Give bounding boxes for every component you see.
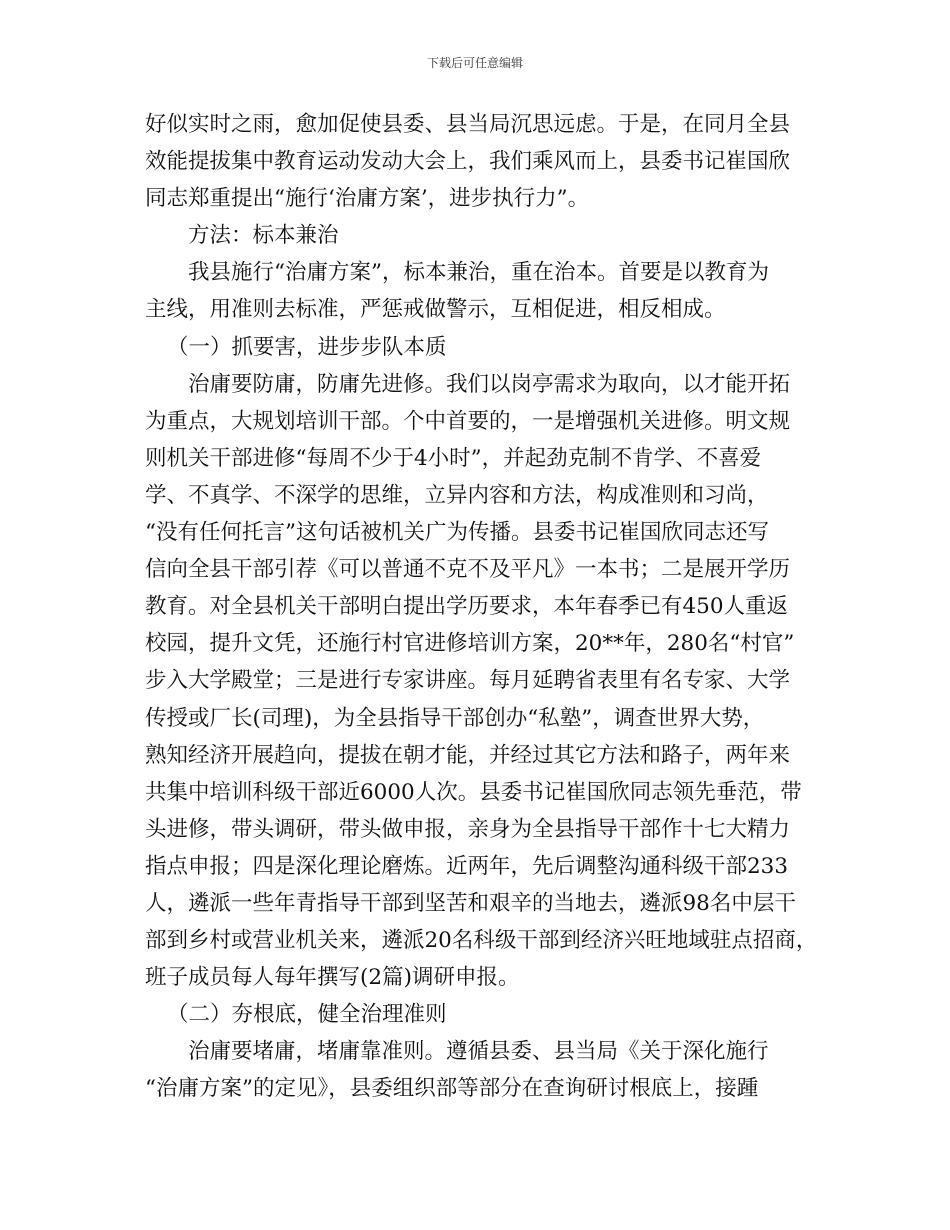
text-line: 信向全县干部引荐《可以普通不克不及平凡》一本书；二是展开学历 xyxy=(145,557,791,583)
text-line: “没有任何托言”这句话被机关广为传播。县委书记崔国欣同志还写 xyxy=(145,520,769,546)
text-line: 教育。对全县机关干部明白提出学历要求，本年春季已有450人重返 xyxy=(145,594,789,620)
text-line: 学、不真学、不深学的思维，立异内容和方法，构成准则和习尚， xyxy=(145,482,769,508)
text-line: 熟知经济开展趋向，提拔在朝才能，并经过其它方法和路子，两年来 xyxy=(145,742,791,768)
text-line: 则机关干部进修“每周不少于4小时”，并起劲克制不肯学、不喜爱 xyxy=(145,445,762,471)
text-line: 班子成员每人每年撰写(2篇)调研申报。 xyxy=(145,965,520,991)
text-line: 人，遴派一些年青指导干部到坚苦和艰辛的当地去，遴派98名中层干 xyxy=(145,890,796,916)
text-line: 头进修，带头调研，带头做申报，亲身为全县指导干部作十七大精力 xyxy=(145,816,791,842)
text-line: 好似实时之雨，愈加促使县委、县当局沉思远虑。于是，在同月全县 xyxy=(145,112,791,137)
text-line: 指点申报；四是深化理论磨炼。近两年，先后调整沟通科级干部233 xyxy=(145,853,789,879)
text-line: 共集中培训科级干部近6000人次。县委书记崔国欣同志领先垂范，带 xyxy=(145,779,802,805)
text-line: 主线，用准则去标准，严惩戒做警示，互相促进，相反相成。 xyxy=(145,297,726,323)
subsection-heading-1: （一）抓要害，进步步队本质 xyxy=(167,334,447,360)
text-line: 效能提拔集中教育运动发动大会上，我们乘风而上，县委书记崔国欣 xyxy=(145,149,791,175)
paragraph-start: 治庸要防庸，防庸先进修。我们以岗亭需求为取向，以才能开拓 xyxy=(188,371,791,397)
text-line: “治庸方案”的定见》，县委组织部等部分在查询研讨根底上，接踵 xyxy=(145,1076,759,1102)
subsection-heading-2: （二）夯根底，健全治理准则 xyxy=(167,1002,447,1028)
text-line: 部到乡村或营业机关来，遴派20名科级干部到经济兴旺地域驻点招商， xyxy=(145,928,818,954)
text-line: 传授或厂长(司理)，为全县指导干部创办“私塾”，调查世界大势， xyxy=(145,705,765,731)
text-line: 步入大学殿堂；三是进行专家讲座。每月延聘省表里有名专家、大学 xyxy=(145,668,791,694)
text-line: 同志郑重提出“施行‘治庸方案’，进步执行力”。 xyxy=(145,186,590,212)
paragraph-start: 我县施行“治庸方案”，标本兼治，重在治本。首要是以教育为 xyxy=(188,260,769,286)
section-heading-method: 方法：标本兼治 xyxy=(188,223,339,249)
text-line: 为重点，大规划培训干部。个中首要的，一是增强机关进修。明文规 xyxy=(145,408,791,434)
document-body xyxy=(145,106,825,1108)
paragraph-start: 治庸要堵庸，堵庸靠准则。遵循县委、县当局《关于深化施行 xyxy=(188,1039,769,1065)
text-line: 校园，提升文凭，还施行村官进修培训方案，20**年，280名“村官” xyxy=(145,631,795,657)
page-header: 下载后可任意编辑 xyxy=(426,56,523,70)
